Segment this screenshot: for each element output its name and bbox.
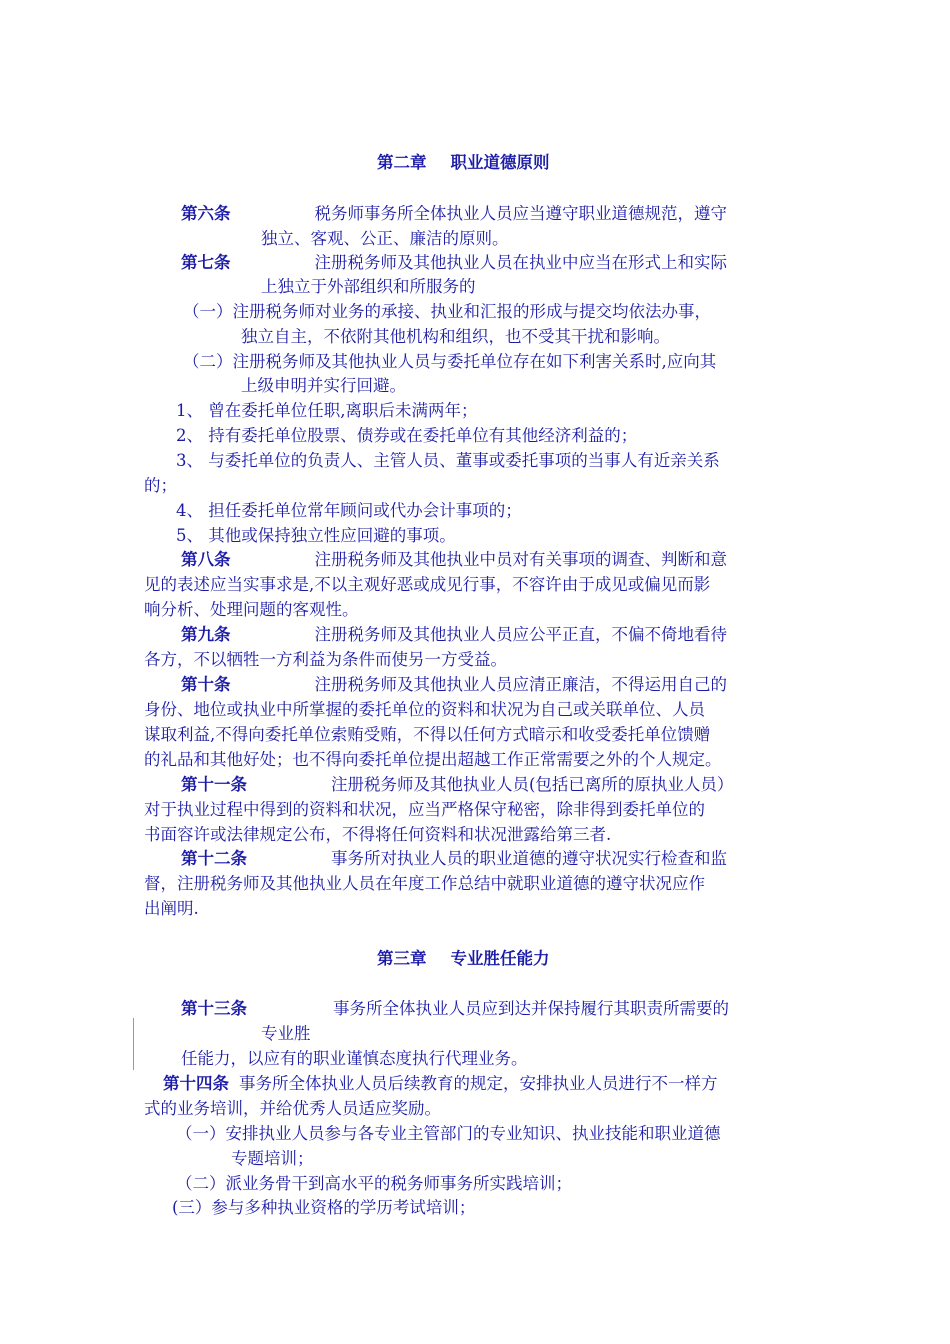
change-bar — [133, 1018, 134, 1070]
article-14-clause-1-line-1: （一）安排执业人员参与各专业主管部门的专业知识、执业技能和职业道德 — [176, 1124, 721, 1143]
article-14-line-2: 式的业务培训，并给优秀人员适应奖励。 — [144, 1099, 441, 1118]
article-7-clause-1-line-1: （一）注册税务师对业务的承接、执业和汇报的形成与提交均依法办事， — [183, 302, 711, 321]
article-6-line-1: 第六条 税务师事务所全体执业人员应当遵守职业道德规范，遵守 — [181, 204, 727, 223]
article-11-line-1: 第十一条 注册税务师及其他执业人员(包括已离所的原执业人员） — [181, 775, 734, 794]
article-7-clause-1-line-2: 独立自主，不依附其他机构和组织，也不受其干扰和影响。 — [241, 327, 670, 346]
article-13-line-2: 专业胜 — [261, 1024, 311, 1043]
article-10-line-1: 第十条 注册税务师及其他执业人员应清正廉洁，不得运用自己的 — [181, 675, 727, 694]
article-11-line-3: 书面容许或法律规定公布，不得将任何资料和状况泄露给第三者. — [144, 825, 612, 844]
article-14-line-1: 第十四条 事务所全体执业人员后续教育的规定，安排执业人员进行不一样方 — [163, 1074, 718, 1093]
list-item-3-line-2: 的； — [144, 476, 177, 495]
article-10-line-4: 的礼品和其他好处；也不得向委托单位提出超越工作正常需要之外的个人规定。 — [144, 750, 722, 769]
article-label: 第八条 — [181, 550, 231, 569]
article-label: 第七条 — [181, 253, 231, 272]
list-item-5: 5、 其他或保持独立性应回避的事项。 — [176, 526, 456, 545]
article-13-line-3: 任能力，以应有的职业谨慎态度执行代理业务。 — [181, 1049, 528, 1068]
article-14-clause-2: （二）派业务骨干到高水平的税务师事务所实践培训； — [176, 1174, 572, 1193]
list-item-1: 1、 曾在委托单位任职,离职后未满两年； — [176, 401, 478, 420]
article-label: 第十三条 — [181, 999, 247, 1018]
article-8-line-2: 见的表述应当实事求是,不以主观好恶或成见行事，不容许由于成见或偏见而影 — [144, 575, 711, 594]
article-10-line-3: 谋取利益,不得向委托单位索贿受贿，不得以任何方式暗示和收受委托单位馈赠 — [144, 725, 711, 744]
list-item-4: 4、 担任委托单位常年顾问或代办会计事项的； — [176, 501, 522, 520]
article-12-line-1: 第十二条 事务所对执业人员的职业道德的遵守状况实行检查和监 — [181, 849, 727, 868]
list-item-3-line-1: 3、 与委托单位的负责人、主管人员、董事或委托事项的当事人有近亲关系 — [176, 451, 720, 470]
article-9-line-1: 第九条 注册税务师及其他执业人员应公平正直，不偏不倚地看待 — [181, 625, 727, 644]
chapter-3-heading — [377, 946, 550, 971]
article-11-line-2: 对于执业过程中得到的资料和状况，应当严格保守秘密，除非得到委托单位的 — [144, 800, 705, 819]
article-8-line-1: 第八条 注册税务师及其他执业中员对有关事项的调查、判断和意 — [181, 550, 727, 569]
article-label: 第九条 — [181, 625, 231, 644]
article-6-line-2: 独立、客观、公正、廉洁的原则。 — [261, 229, 509, 248]
article-label: 第六条 — [181, 204, 231, 223]
article-9-line-2: 各方，不以牺牲一方利益为条件而使另一方受益。 — [144, 650, 507, 669]
chapter-title: 专业胜任能力 — [450, 949, 550, 968]
article-10-line-2: 身份、地位或执业中所掌握的委托单位的资料和状况为自己或关联单位、人员 — [144, 700, 705, 719]
article-7-line-1: 第七条 注册税务师及其他执业人员在执业中应当在形式上和实际 — [181, 253, 727, 272]
chapter-number: 第三章 — [377, 949, 427, 968]
article-7-clause-2-line-2: 上级申明并实行回避。 — [241, 376, 406, 395]
article-7-line-2: 上独立于外部组织和所服务的 — [261, 277, 476, 296]
article-label: 第十一条 — [181, 775, 247, 794]
chapter-title: 职业道德原则 — [450, 153, 550, 172]
article-7-clause-2-line-1: （二）注册税务师及其他执业人员与委托单位存在如下利害关系时,应向其 — [183, 352, 717, 371]
chapter-number: 第二章 — [377, 153, 427, 172]
article-13-line-1: 第十三条 事务所全体执业人员应到达并保持履行其职责所需要的 — [181, 999, 729, 1018]
article-14-clause-1-line-2: 专题培训； — [231, 1149, 314, 1168]
article-14-clause-3: (三）参与多种执业资格的学历考试培训； — [172, 1198, 476, 1217]
article-label: 第十条 — [181, 675, 231, 694]
list-item-2: 2、 持有委托单位股票、债券或在委托单位有其他经济利益的； — [176, 426, 638, 445]
article-label: 第十二条 — [181, 849, 247, 868]
article-label: 第十四条 — [163, 1074, 229, 1093]
article-8-line-3: 响分析、处理问题的客观性。 — [144, 600, 359, 619]
article-12-line-3: 出阐明. — [144, 899, 199, 918]
article-12-line-2: 督，注册税务师及其他执业人员在年度工作总结中就职业道德的遵守状况应作 — [144, 874, 705, 893]
chapter-2-heading — [377, 150, 550, 175]
